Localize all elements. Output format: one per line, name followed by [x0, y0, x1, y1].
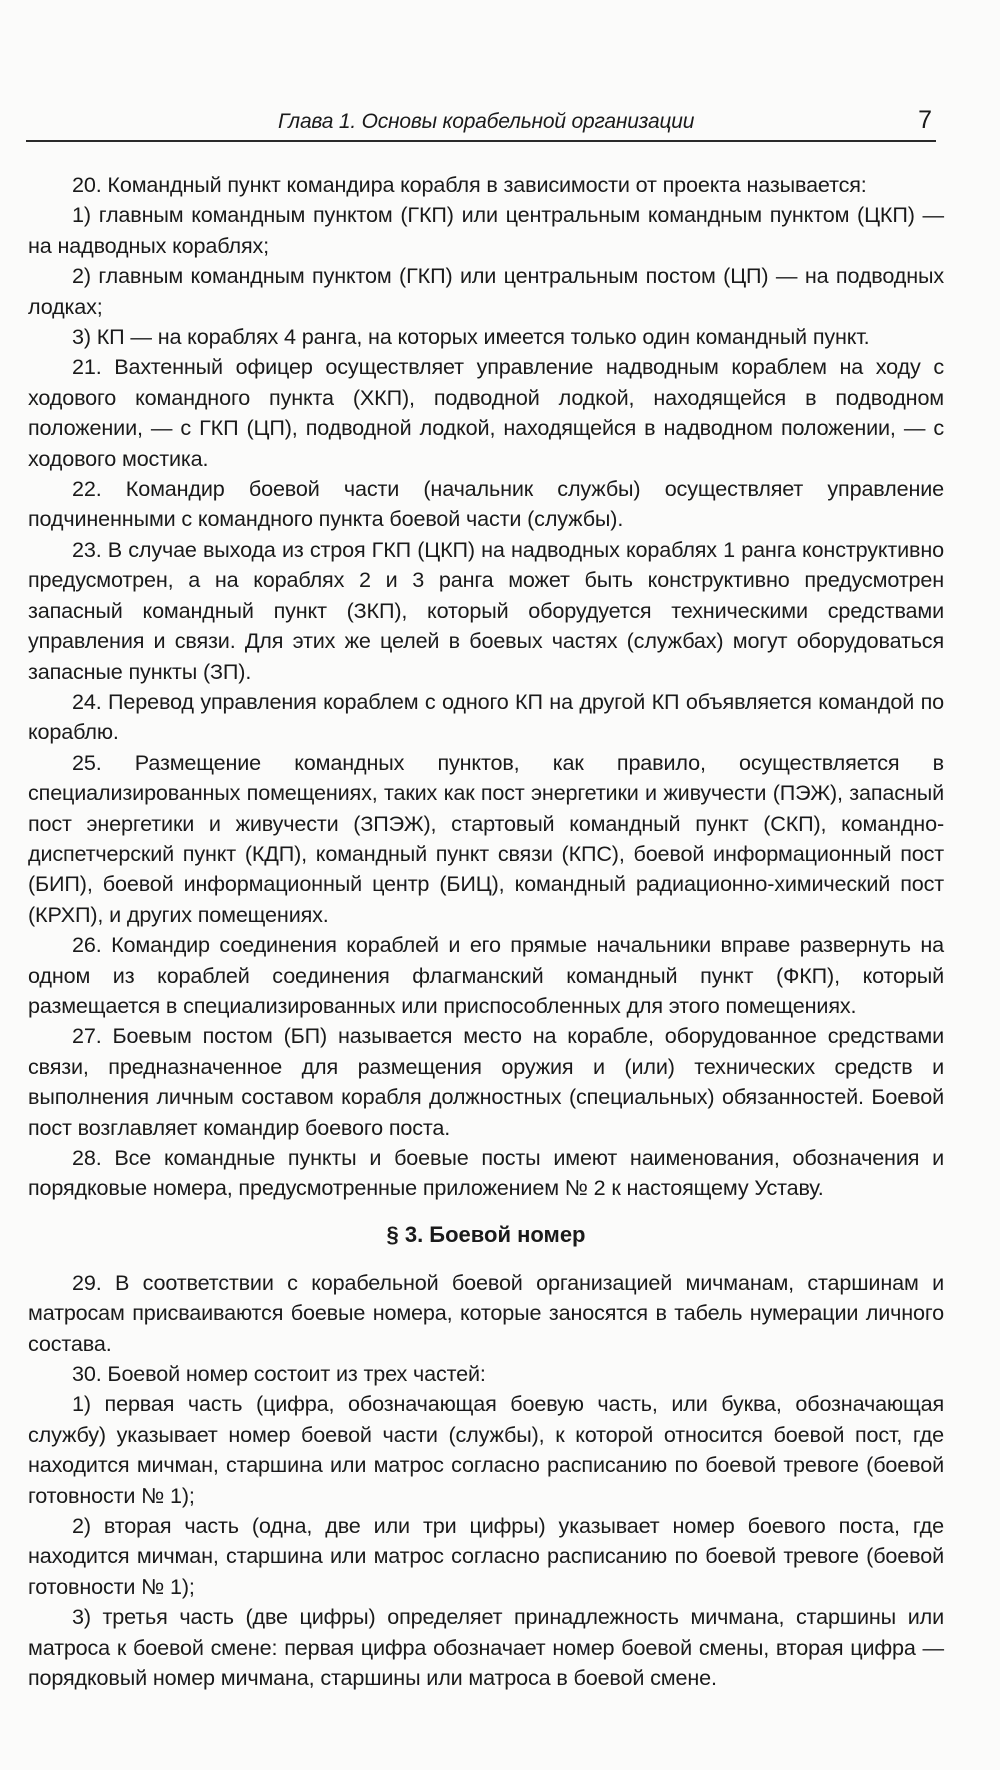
paragraph-28: 28. Все командные пункты и боевые посты имеют наименования, обозначения и порядковые номера, предусмотренные приложением № 2 к настоящему Уставу. [28, 1145, 944, 1201]
page-number: 7 [918, 106, 932, 134]
paragraph-30-item-3: 3) третья часть (две цифры) определяет принадлежность мичмана, старшины или матроса к боевой смене: первая цифра обозначает номер боевой смены, вторая цифра — порядковый номер мичмана, старшины или матроса в боевой смене. [28, 1604, 944, 1691]
paragraph-23: 23. В случае выхода из строя ГКП (ЦКП) на надводных кораблях 1 ранга конструктивно предусмотрен, а на кораблях 2 и 3 ранга может быть конструктивно предусмотрен запасный командный пункт (ЗКП), который оборудуется техническими средствами управления и связи. Для этих же целей в боевых частях (службах) могут оборудоваться запасные пункты (ЗП). [28, 536, 944, 684]
chapter-title: Глава 1. Основы корабельной организации [278, 110, 695, 133]
page-body [28, 170, 944, 1694]
paragraph-20: 20. Командный пункт командира корабля в зависимости от проекта называется: [72, 172, 867, 197]
paragraph-26: 26. Командир соединения кораблей и его прямые начальники вправе развернуть на одном из кораблей соединения флагманский командный пункт (ФКП), который размещается в специализированных или приспособленных для этого помещениях. [28, 932, 944, 1018]
running-header [26, 104, 936, 142]
paragraph-30-item-1: 1) первая часть (цифра, обозначающая боевую часть, или буква, обозначающая службу) указывает номер боевой части (службы), к которой относится боевой пост, где находится мичман, старшина или матрос согласно расписанию по боевой тревоге (боевой готовности № 1); [28, 1391, 944, 1508]
paragraph-22: 22. Командир боевой части (начальник службы) осуществляет управление подчиненными с командного пункта боевой части (службы). [28, 476, 944, 532]
paragraph-30: 30. Боевой номер состоит из трех частей: [72, 1361, 486, 1387]
paragraph-27: 27. Боевым постом (БП) называется место на корабле, оборудованное средствами связи, предназначенное для размещения оружия и (или) технических средств и выполнения личным составом корабля должностных (специальных) обязанностей. Боевой пост возглавляет командир боевого поста. [28, 1023, 944, 1140]
paragraph-20-item-1: 1) главным командным пунктом (ГКП) или центральным командным пунктом (ЦКП) — на надводных кораблях; [28, 202, 944, 258]
paragraph-20-item-3: 3) КП — на кораблях 4 ранга, на которых имеется только один командный пункт. [72, 324, 870, 350]
paragraph-29: 29. В соответствии с корабельной боевой организацией мичманам, старшинам и матросам присваиваются боевые номера, которые заносятся в табель нумерации личного состава. [28, 1269, 944, 1356]
section-heading: § 3. Боевой номер [386, 1221, 586, 1247]
paragraph-20-item-2: 2) главным командным пунктом (ГКП) или центральным постом (ЦП) — на подводных лодках; [28, 263, 944, 319]
paragraph-25: 25. Размещение командных пунктов, как правило, осуществляется в специализированных помещениях, таких как пост энергетики и живучести (ПЭЖ), запасный пост энергетики и живучести (ЗПЭЖ), стартовый командный пункт (СКП), командно-диспетчерский пункт (КДП), командный пункт связи (КПС), боевой информационный пост (БИП), боевой информационный центр (БИЦ), командный радиационно-химический пост (КРХП), и других помещениях. [28, 749, 944, 927]
paragraph-21: 21. Вахтенный офицер осуществляет управление надводным кораблем на ходу с ходового командного пункта (ХКП), подводной лодкой, находящейся в подводном положении, — с ГКП (ЦП), подводной лодкой, находящейся в надводном положении, — с ходового мостика. [28, 354, 944, 471]
paragraph-24: 24. Перевод управления кораблем с одного КП на другой КП объявляется командой по кораблю. [28, 688, 944, 745]
paragraph-30-item-2: 2) вторая часть (одна, две или три цифры) указывает номер боевого поста, где находится мичман, старшина или матрос согласно расписанию по боевой тревоге (боевой готовности № 1); [28, 1513, 944, 1599]
